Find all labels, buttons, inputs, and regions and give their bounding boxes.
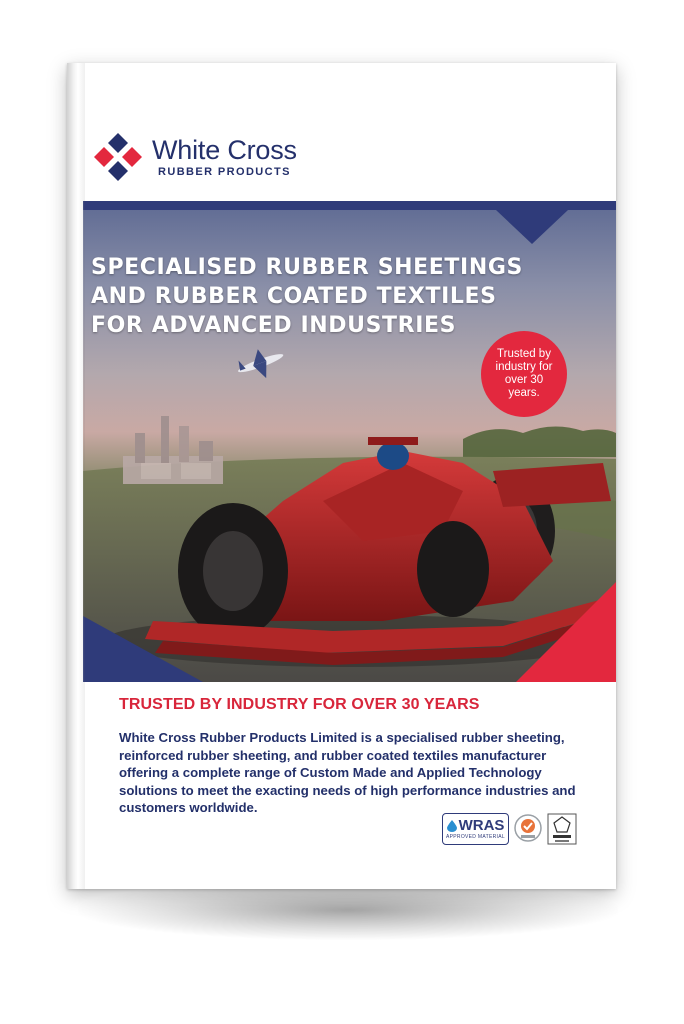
hero-headline: SPECIALISED RUBBER SHEETINGS AND RUBBER COATED TEXTILES FOR ADVANCED INDUSTRIES [91, 255, 523, 338]
white-cross-logo-icon [92, 131, 144, 183]
brand-tagline: RUBBER PRODUCTS [158, 166, 291, 178]
wras-logo-icon [442, 813, 509, 845]
iso-certification-icon [513, 813, 543, 843]
book-shadow [78, 880, 618, 940]
hero-top-bar [83, 201, 616, 210]
certification-logos [442, 813, 577, 845]
company-description: White Cross Rubber Products Limited is a specialised rubber sheeting, reinforced rubber sheeting, and rubber coated textiles manufacturer offering a complete range of Custom Made and Applied Technology solutions to meet the exacting needs of high performance industries and customers worldwide. [119, 730, 576, 815]
decorative-triangle-bottom-left [83, 616, 203, 682]
wras-label: WRAS [458, 817, 505, 834]
ukas-icon [547, 813, 577, 845]
decorative-triangle-top [496, 210, 568, 244]
hero-image [83, 201, 616, 682]
section-title: TRUSTED BY INDUSTRY FOR OVER 30 YEARS [119, 696, 480, 713]
brochure-cover [67, 63, 616, 889]
trusted-badge: Trusted by industry for over 30 years. [481, 331, 567, 417]
airplane-silhouette [233, 342, 288, 387]
brand-name: White Cross [152, 135, 297, 165]
water-drop-icon [447, 820, 457, 832]
refinery-silhouette [123, 416, 223, 484]
decorative-triangle-bottom-right [516, 582, 616, 682]
book-spine [67, 63, 85, 889]
company-logo [92, 131, 297, 183]
wras-subtitle: APPROVED MATERIAL [446, 834, 505, 840]
